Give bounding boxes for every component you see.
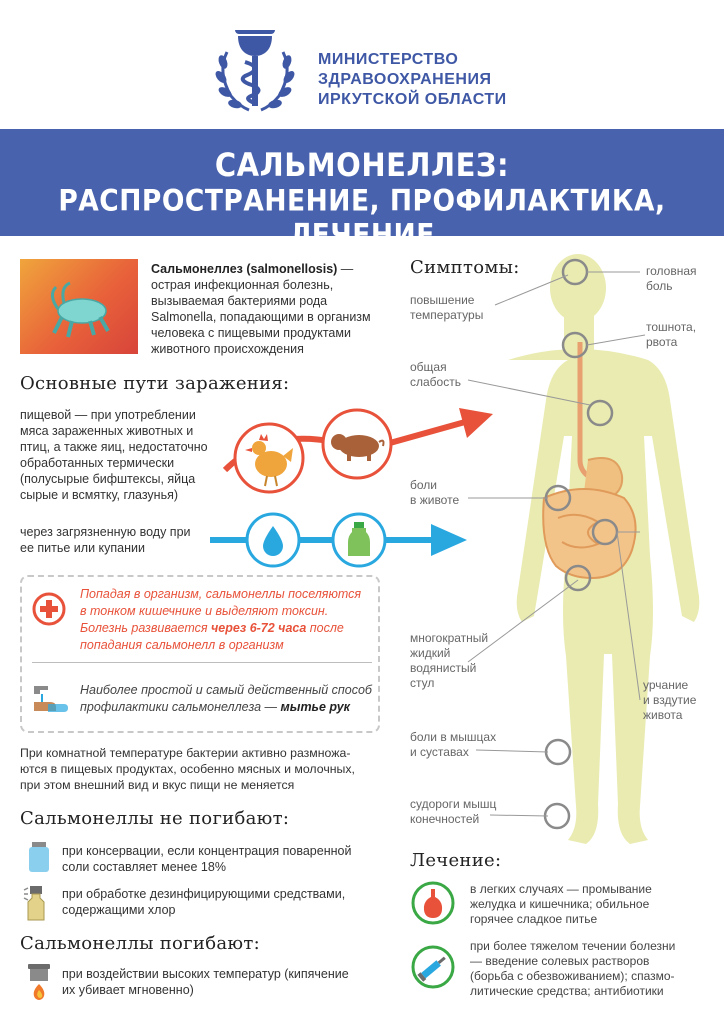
food-route-line: обработанных термически bbox=[20, 456, 175, 470]
syringe-icon bbox=[410, 944, 456, 990]
symptom-line: судороги мышц bbox=[410, 797, 497, 811]
treatment-severe bbox=[470, 939, 720, 999]
salt-jar-icon bbox=[26, 840, 52, 874]
die-item-1 bbox=[62, 966, 382, 998]
room-temp-line: ются в пищевых продуктах, особенно мясных и молочных, bbox=[20, 762, 355, 776]
treatment-mild bbox=[470, 882, 720, 927]
not-die-item-1 bbox=[62, 843, 382, 875]
hand-washing: мытье рук bbox=[280, 700, 350, 714]
symptom-line: боли в мышцах bbox=[410, 730, 497, 744]
ministry-line-1: МИНИСТЕРСТВО bbox=[318, 51, 459, 68]
not-die-title: Сальмонеллы не погибают: bbox=[20, 808, 290, 829]
not-die-item-line: содержащими хлор bbox=[62, 903, 176, 917]
notice-red-line: после bbox=[306, 621, 344, 635]
food-route-line: птиц, а также яиц, недостаточно bbox=[20, 440, 208, 454]
title-banner bbox=[0, 129, 724, 253]
notice-red-line: Попадая в организм, сальмонеллы поселяются bbox=[80, 587, 362, 601]
symptom-cramps bbox=[410, 797, 496, 827]
bowl-of-hygieia-icon bbox=[205, 22, 305, 122]
symptom-fever bbox=[410, 293, 483, 323]
food-route-line: (полусырые бифштексы, яйца bbox=[20, 472, 196, 486]
symptom-weakness bbox=[410, 360, 461, 390]
food-route-line: сырые и всмятку, глазунья) bbox=[20, 488, 179, 502]
symptom-line: слабость bbox=[410, 375, 461, 389]
treatment-title: Лечение: bbox=[410, 850, 502, 871]
symptom-line: жидкий bbox=[410, 646, 451, 660]
treatment-line: в легких случаях — промывание bbox=[470, 882, 652, 896]
notice-gray-line: профилактики сальмонеллеза — bbox=[80, 700, 281, 714]
die-item-line: их убивает мгновенно) bbox=[62, 983, 194, 997]
enema-bulb-icon bbox=[410, 880, 456, 926]
intestines bbox=[543, 489, 635, 578]
notice-red-text bbox=[80, 586, 372, 654]
incubation-period: через 6-72 часа bbox=[211, 621, 307, 635]
symptom-line: общая bbox=[410, 360, 447, 374]
symptom-line: температуры bbox=[410, 308, 484, 322]
bacteria-image bbox=[20, 259, 138, 354]
treatment-line: (борьба с обезвоживанием); спазмо- bbox=[470, 969, 675, 983]
food-route-line: пищевой — при употреблении bbox=[20, 408, 196, 422]
intro-text bbox=[151, 261, 381, 357]
symptom-abdominal-pain bbox=[410, 478, 459, 508]
symptom-muscle-pain bbox=[410, 730, 496, 760]
room-temp-text bbox=[20, 745, 390, 793]
notice-red-line: Болезнь развивается bbox=[80, 621, 212, 635]
water-route-text bbox=[20, 524, 220, 556]
symptom-headache bbox=[646, 264, 697, 294]
symptom-line: и вздутие bbox=[643, 693, 697, 707]
symptom-line: боль bbox=[646, 279, 673, 293]
water-route-line: через загрязненную воду при bbox=[20, 525, 191, 539]
ministry-line-2: ЗДРАВООХРАНЕНИЯ bbox=[318, 71, 492, 88]
symptom-line: рвота bbox=[646, 335, 678, 349]
room-temp-line: при этом внешний вид и вкус пищи не меняется bbox=[20, 778, 295, 792]
treatment-line: горячее сладкое питье bbox=[470, 912, 598, 926]
symptom-rumbling bbox=[643, 678, 696, 723]
treatment-line: — введение солевых растворов bbox=[470, 954, 650, 968]
food-route-text bbox=[20, 407, 220, 503]
symptom-line: тошнота, bbox=[646, 320, 697, 334]
intro-line: животного происхождения bbox=[151, 342, 304, 356]
not-die-item-line: при обработке дезинфицирующими средствами, bbox=[62, 887, 346, 901]
room-temp-line: При комнатной температуре бактерии активно размножа- bbox=[20, 746, 351, 760]
infection-title: Основные пути заражения: bbox=[20, 373, 290, 394]
intro-line: вызываемая бактериями рода bbox=[151, 294, 328, 308]
symptom-nausea bbox=[646, 320, 696, 350]
water-route-line: ее питье или купании bbox=[20, 541, 145, 555]
intro-term: Сальмонеллез (salmonellosis) bbox=[151, 262, 338, 276]
symptom-line: многократный bbox=[410, 631, 489, 645]
treatment-line: желудка и кишечника; обильное bbox=[470, 897, 650, 911]
title-line-2: РАСПРОСТРАНЕНИЕ, ПРОФИЛАКТИКА, ЛЕЧЕНИЕ bbox=[58, 183, 666, 253]
notice-gray-line: Наиболее простой и самый действенный способ bbox=[80, 683, 372, 697]
symptom-line: головная bbox=[646, 264, 697, 278]
treatment-line: при более тяжелом течении болезни bbox=[470, 939, 676, 953]
ministry-line-3: ИРКУТСКОЙ ОБЛАСТИ bbox=[318, 91, 507, 108]
fire-pot-icon bbox=[26, 962, 52, 1002]
notice-red-line: в тонком кишечнике и выделяют токсин. bbox=[80, 604, 329, 618]
intro-line: острая инфекционная болезнь, bbox=[151, 278, 334, 292]
symptom-line: и суставах bbox=[410, 745, 469, 759]
die-item-line: при воздействии высоких температур (кипячение bbox=[62, 967, 349, 981]
intro-dash: — bbox=[337, 262, 354, 276]
spray-bottle-icon bbox=[22, 884, 50, 922]
symptoms-title: Симптомы: bbox=[410, 257, 520, 278]
not-die-item-line: соли составляет менее 18% bbox=[62, 860, 226, 874]
notice-red-line: попадания сальмонелл в организм bbox=[80, 638, 284, 652]
plus-cross-icon bbox=[32, 592, 66, 626]
symptom-watery-stool bbox=[410, 631, 488, 691]
symptom-line: повышение bbox=[410, 293, 475, 307]
body-head bbox=[550, 254, 606, 322]
intro-line: человека с пищевыми продуктами bbox=[151, 326, 351, 340]
symptom-line: в животе bbox=[410, 493, 460, 507]
treatment-line: литические средства; антибиотики bbox=[470, 984, 664, 998]
symptom-line: живота bbox=[643, 708, 683, 722]
hand-wash-icon bbox=[30, 682, 70, 716]
bacteria-icon bbox=[20, 259, 138, 354]
symptom-line: стул bbox=[410, 676, 435, 690]
food-route-line: мяса зараженных животных и bbox=[20, 424, 194, 438]
intro-line: Salmonella, попадающими в организм bbox=[151, 310, 371, 324]
symptom-line: конечностей bbox=[410, 812, 480, 826]
title-line-1: САЛЬМОНЕЛЛЕЗ: bbox=[214, 146, 510, 184]
symptom-line: урчание bbox=[643, 678, 689, 692]
water-route-graphic bbox=[205, 510, 475, 570]
symptom-line: водянистый bbox=[410, 661, 477, 675]
die-title: Сальмонеллы погибают: bbox=[20, 933, 260, 954]
ministry-name bbox=[318, 50, 507, 110]
not-die-item-2 bbox=[62, 886, 382, 918]
notice-divider bbox=[32, 662, 372, 663]
symptom-line: боли bbox=[410, 478, 437, 492]
ministry-logo bbox=[205, 22, 305, 122]
notice-prevention-text bbox=[80, 682, 372, 716]
not-die-item-line: при консервации, если концентрация поваренной bbox=[62, 844, 352, 858]
